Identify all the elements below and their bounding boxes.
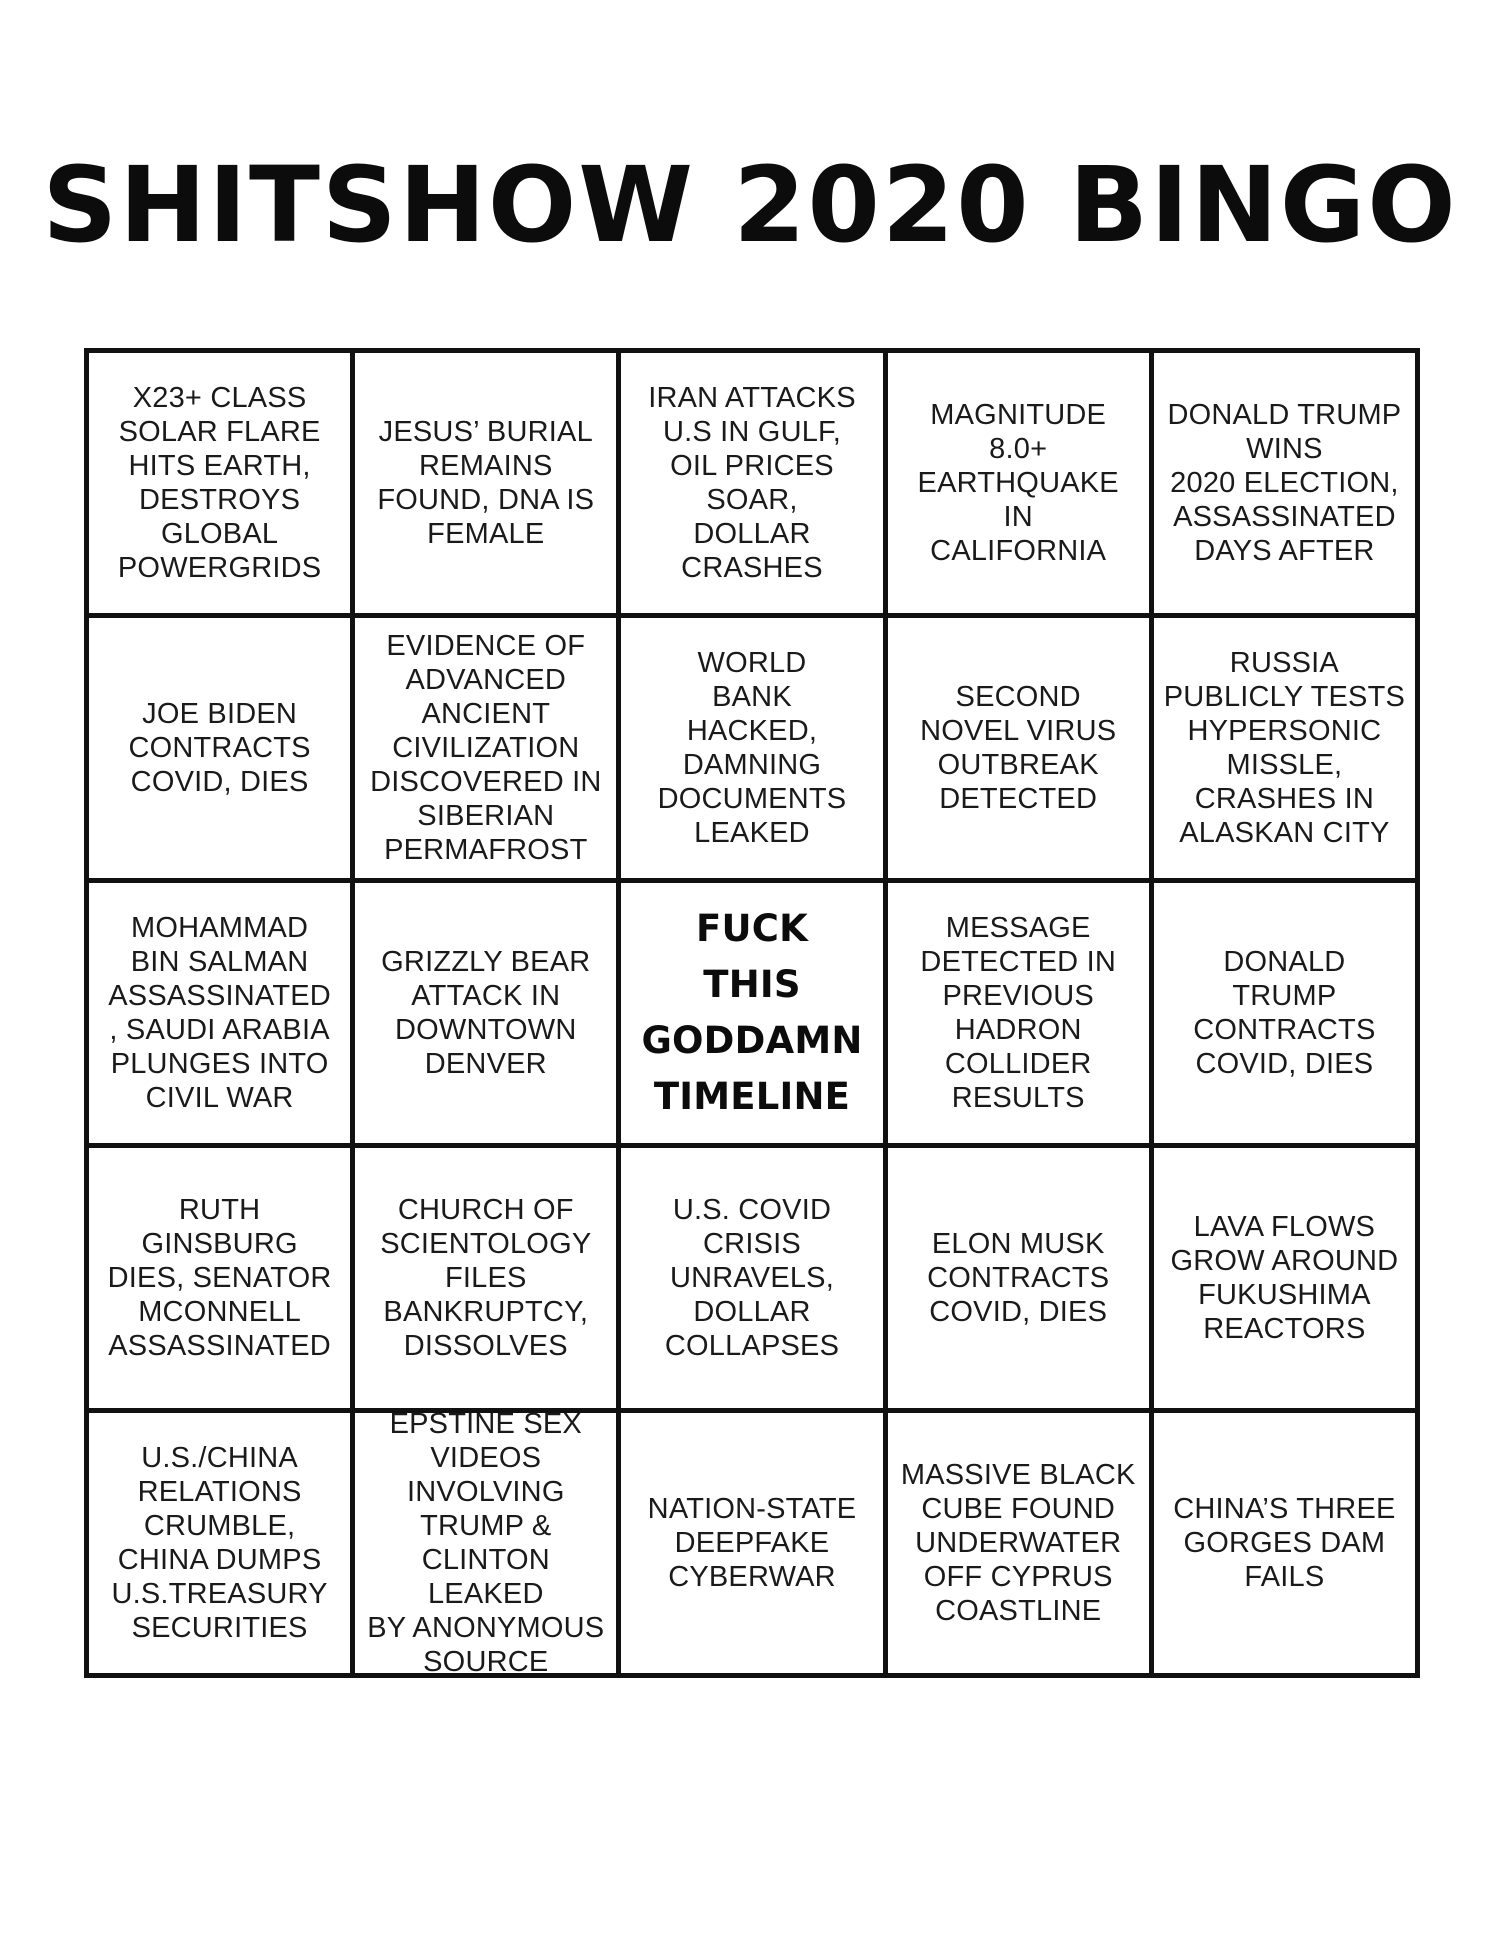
- bingo-cell[interactable]: [1154, 353, 1415, 613]
- bingo-cell[interactable]: [89, 618, 350, 878]
- bingo-cell[interactable]: [355, 353, 616, 613]
- bingo-cell-text: MOHAMMAD BIN SALMAN ASSASSINATED , SAUDI ARABIA PLUNGES INTO CIVIL WAR: [108, 912, 331, 1114]
- bingo-cell[interactable]: [89, 353, 350, 613]
- bingo-cell-text: MASSIVE BLACK CUBE FOUND UNDERWATER OFF CYPRUS COASTLINE: [900, 1459, 1136, 1627]
- bingo-cell[interactable]: [621, 1148, 882, 1408]
- bingo-cell[interactable]: [1154, 1413, 1415, 1673]
- bingo-cell-text: LAVA FLOWS GROW AROUND FUKUSHIMA REACTORS: [1170, 1211, 1399, 1345]
- bingo-cell-text: MAGNITUDE 8.0+ EARTHQUAKE IN CALIFORNIA: [917, 399, 1119, 567]
- bingo-cell-text: RUSSIA PUBLICLY TESTS HYPERSONIC MISSLE, CRASHES IN ALASKAN CITY: [1163, 647, 1406, 849]
- bingo-cell-text: GRIZZLY BEAR ATTACK IN DOWNTOWN DENVER: [381, 946, 591, 1080]
- bingo-free-space[interactable]: [621, 883, 882, 1143]
- bingo-cell-text: CHURCH OF SCIENTOLOGY FILES BANKRUPTCY, DISSOLVES: [380, 1194, 592, 1362]
- bingo-cell[interactable]: [89, 1413, 350, 1673]
- bingo-cell[interactable]: [888, 1148, 1149, 1408]
- free-space-text: FUCK THIS GODDAMN TIMELINE: [641, 907, 863, 1118]
- bingo-cell[interactable]: [355, 1413, 616, 1673]
- bingo-cell-text: ELON MUSK CONTRACTS COVID, DIES: [927, 1228, 1110, 1328]
- bingo-cell-text: DONALD TRUMP WINS 2020 ELECTION, ASSASSINATED DAYS AFTER: [1167, 399, 1402, 567]
- bingo-cell[interactable]: [621, 353, 882, 613]
- bingo-cell[interactable]: [355, 883, 616, 1143]
- bingo-cell[interactable]: [621, 1413, 882, 1673]
- bingo-cell-text: CHINA’S THREE GORGES DAM FAILS: [1173, 1493, 1396, 1593]
- bingo-cell-text: EVIDENCE OF ADVANCED ANCIENT CIVILIZATION DISCOVERED IN SIBERIAN PERMAFROST: [370, 630, 602, 866]
- bingo-cell-text: MESSAGE DETECTED IN PREVIOUS HADRON COLLIDER RESULTS: [920, 912, 1116, 1114]
- bingo-cell-text: X23+ CLASS SOLAR FLARE HITS EARTH, DESTROYS GLOBAL POWERGRIDS: [117, 382, 322, 584]
- bingo-cell-text: U.S./CHINA RELATIONS CRUMBLE, CHINA DUMPS U.S.TREASURY SECURITIES: [111, 1442, 328, 1644]
- bingo-cell[interactable]: [89, 1148, 350, 1408]
- bingo-board: [84, 348, 1420, 1678]
- bingo-cell-text: EPSTINE SEX VIDEOS INVOLVING TRUMP & CLINTON LEAKED BY ANONYMOUS SOURCE: [367, 1413, 605, 1673]
- bingo-cell[interactable]: [888, 1413, 1149, 1673]
- bingo-cell[interactable]: [355, 618, 616, 878]
- bingo-cell-text: NATION-STATE DEEPFAKE CYBERWAR: [647, 1493, 857, 1593]
- bingo-cell-text: RUTH GINSBURG DIES, SENATOR MCONNELL ASSASSINATED: [107, 1194, 332, 1362]
- bingo-cell-text: U.S. COVID CRISIS UNRAVELS, DOLLAR COLLAPSES: [664, 1194, 840, 1362]
- bingo-cell-text: WORLD BANK HACKED, DAMNING DOCUMENTS LEAKED: [657, 647, 847, 849]
- bingo-cell[interactable]: [89, 883, 350, 1143]
- bingo-cell[interactable]: [621, 618, 882, 878]
- bingo-cell-text: JESUS’ BURIAL REMAINS FOUND, DNA IS FEMALE: [377, 416, 595, 550]
- bingo-cell[interactable]: [355, 1148, 616, 1408]
- bingo-cell-text: DONALD TRUMP CONTRACTS COVID, DIES: [1193, 946, 1376, 1080]
- bingo-cell[interactable]: [888, 883, 1149, 1143]
- bingo-cell[interactable]: [1154, 1148, 1415, 1408]
- bingo-cell-text: SECOND NOVEL VIRUS OUTBREAK DETECTED: [920, 681, 1117, 815]
- page-title: SHITSHOW 2020 BINGO: [42, 144, 1458, 266]
- bingo-cell[interactable]: [1154, 618, 1415, 878]
- bingo-cell[interactable]: [1154, 883, 1415, 1143]
- bingo-cell[interactable]: [888, 618, 1149, 878]
- bingo-cell-text: IRAN ATTACKS U.S IN GULF, OIL PRICES SOAR, DOLLAR CRASHES: [648, 382, 856, 584]
- bingo-cell-text: JOE BIDEN CONTRACTS COVID, DIES: [128, 698, 311, 798]
- bingo-cell[interactable]: [888, 353, 1149, 613]
